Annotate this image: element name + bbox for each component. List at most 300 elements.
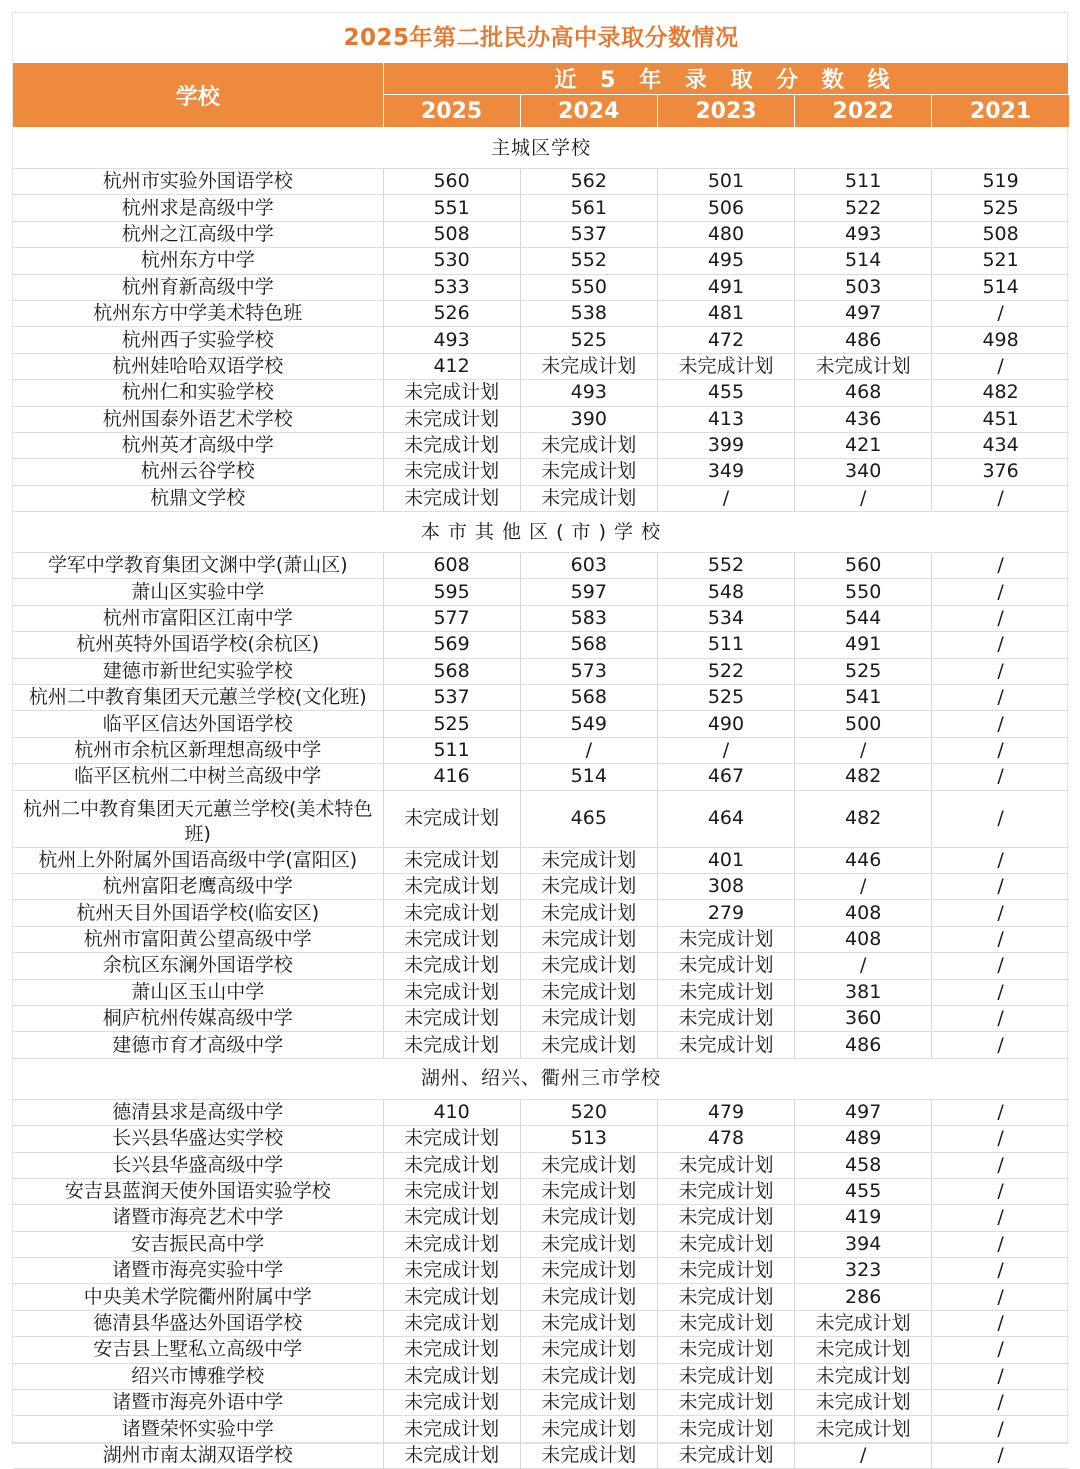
score-cell: 519 (932, 169, 1069, 195)
score-cell: 410 (383, 1099, 520, 1125)
table-row (13, 790, 1069, 847)
score-cell: 434 (932, 432, 1069, 458)
score-cell: 未完成计划 (657, 1178, 794, 1204)
score-cell: 308 (657, 873, 794, 899)
score-cell: 491 (795, 632, 932, 658)
score-cell: 未完成计划 (657, 1152, 794, 1178)
score-cell: 478 (657, 1126, 794, 1152)
score-cell: 未完成计划 (657, 1284, 794, 1310)
score-cell: 560 (383, 169, 520, 195)
score-cell: 未完成计划 (657, 1005, 794, 1031)
table-row (13, 221, 1069, 247)
school-name: 杭州天目外国语学校(临安区) (13, 900, 383, 926)
school-name: 安吉县蓝润天使外国语实验学校 (13, 1178, 383, 1204)
table-row (13, 605, 1069, 631)
score-cell: 538 (520, 300, 657, 326)
score-cell: 未完成计划 (520, 1178, 657, 1204)
score-cell: / (932, 553, 1069, 579)
score-cell: / (932, 1416, 1069, 1442)
school-name: 杭州之江高级中学 (13, 221, 383, 247)
score-cell: 479 (657, 1099, 794, 1125)
score-cell: / (932, 300, 1069, 326)
score-cell: 465 (520, 790, 657, 847)
table-row (13, 979, 1069, 1005)
score-cell: 522 (795, 195, 932, 221)
school-name: 余杭区东澜外国语学校 (13, 953, 383, 979)
score-cell: 未完成计划 (657, 353, 794, 379)
school-name: 杭州市富阳区江南中学 (13, 605, 383, 631)
score-cell: / (795, 873, 932, 899)
table-row (13, 327, 1069, 353)
table-row (13, 1442, 1069, 1468)
table-row (13, 658, 1069, 684)
table-row (13, 459, 1069, 485)
table-row (13, 1178, 1069, 1204)
score-cell: 458 (795, 1152, 932, 1178)
score-cell: 514 (932, 274, 1069, 300)
score-cell: 520 (520, 1099, 657, 1125)
score-cell: 未完成计划 (520, 1032, 657, 1058)
score-cell: 552 (657, 553, 794, 579)
table-row (13, 169, 1069, 195)
score-cell: 未完成计划 (383, 1258, 520, 1284)
table-row (13, 406, 1069, 432)
page-title: 2025年第二批民办高中录取分数情况 (343, 25, 739, 51)
score-cell: / (932, 605, 1069, 631)
score-cell: 513 (520, 1126, 657, 1152)
score-cell: 未完成计划 (383, 1126, 520, 1152)
table-row (13, 873, 1069, 899)
score-cell: 未完成计划 (383, 1032, 520, 1058)
table-row (13, 900, 1069, 926)
score-cell: / (932, 1099, 1069, 1125)
score-cell: / (932, 790, 1069, 847)
school-name: 杭州国泰外语艺术学校 (13, 406, 383, 432)
school-name: 杭州市富阳黄公望高级中学 (13, 926, 383, 952)
school-name: 安吉振民高中学 (13, 1231, 383, 1257)
table-row (13, 300, 1069, 326)
score-cell: 未完成计划 (657, 1032, 794, 1058)
score-cell: 495 (657, 248, 794, 274)
score-cell: / (932, 711, 1069, 737)
score-cell: 未完成计划 (383, 1416, 520, 1442)
score-cell: 未完成计划 (795, 1416, 932, 1442)
header-year: 2022 (795, 95, 932, 128)
score-cell: 568 (383, 658, 520, 684)
table-row (13, 432, 1069, 458)
school-name: 临平区杭州二中树兰高级中学 (13, 764, 383, 790)
score-cell: 583 (520, 605, 657, 631)
score-cell: 500 (795, 711, 932, 737)
table-row (13, 1310, 1069, 1336)
school-name: 诸暨市海亮艺术中学 (13, 1205, 383, 1231)
score-cell: 340 (795, 459, 932, 485)
score-cell: 467 (657, 764, 794, 790)
score-cell: 534 (657, 605, 794, 631)
school-name: 杭州富阳老鹰高级中学 (13, 873, 383, 899)
score-cell: 506 (657, 195, 794, 221)
table-row (13, 847, 1069, 873)
score-cell: 未完成计划 (520, 1005, 657, 1031)
score-cell: 408 (795, 926, 932, 952)
score-cell: / (932, 1231, 1069, 1257)
score-cell: 455 (657, 380, 794, 406)
score-cell: 530 (383, 248, 520, 274)
school-name: 杭州云谷学校 (13, 459, 383, 485)
score-cell: 497 (795, 300, 932, 326)
score-cell: 525 (520, 327, 657, 353)
score-cell: 376 (932, 459, 1069, 485)
score-cell: / (932, 979, 1069, 1005)
table-row (13, 1416, 1069, 1442)
score-cell: / (932, 1032, 1069, 1058)
score-cell: 503 (795, 274, 932, 300)
score-cell: 未完成计划 (383, 790, 520, 847)
table-row (13, 632, 1069, 658)
score-cell: 493 (383, 327, 520, 353)
school-name: 安吉县上墅私立高级中学 (13, 1337, 383, 1363)
table-row (13, 1284, 1069, 1310)
score-cell: / (932, 632, 1069, 658)
score-cell: 399 (657, 432, 794, 458)
school-name: 杭州上外附属外国语高级中学(富阳区) (13, 847, 383, 873)
school-name: 杭州娃哈哈双语学校 (13, 353, 383, 379)
score-cell: 未完成计划 (520, 1284, 657, 1310)
school-name: 桐庐杭州传媒高级中学 (13, 1005, 383, 1031)
score-cell: 未完成计划 (520, 459, 657, 485)
table-row (13, 1258, 1069, 1284)
score-cell: 未完成计划 (657, 979, 794, 1005)
score-cell: 未完成计划 (383, 432, 520, 458)
score-cell: 未完成计划 (520, 926, 657, 952)
score-cell: 451 (932, 406, 1069, 432)
score-cell: 550 (795, 579, 932, 605)
score-cell: 526 (383, 300, 520, 326)
school-name: 诸暨市海亮实验中学 (13, 1258, 383, 1284)
score-cell: 未完成计划 (520, 1416, 657, 1442)
score-cell: 521 (932, 248, 1069, 274)
section-title: 本 市 其 他 区 ( 市 ) 学 校 (13, 512, 1069, 553)
score-cell: / (657, 737, 794, 763)
table-row (13, 764, 1069, 790)
school-name: 建德市育才高级中学 (13, 1032, 383, 1058)
score-cell: / (795, 1442, 932, 1468)
section-row (13, 1058, 1069, 1099)
score-cell: 561 (520, 195, 657, 221)
score-cell: 未完成计划 (657, 1258, 794, 1284)
school-name: 杭州求是高级中学 (13, 195, 383, 221)
score-cell: 未完成计划 (383, 380, 520, 406)
score-cell: 550 (520, 274, 657, 300)
score-cell: 未完成计划 (520, 432, 657, 458)
score-cell: 498 (932, 327, 1069, 353)
school-name: 杭州二中教育集团天元蕙兰学校(美术特色班) (13, 790, 383, 847)
table-header (13, 63, 1069, 128)
score-cell: 560 (795, 553, 932, 579)
score-cell: 未完成计划 (520, 900, 657, 926)
score-cell: 未完成计划 (383, 1231, 520, 1257)
score-cell: 未完成计划 (383, 1284, 520, 1310)
score-cell: / (932, 685, 1069, 711)
school-name: 杭州东方中学美术特色班 (13, 300, 383, 326)
school-name: 长兴县华盛高级中学 (13, 1152, 383, 1178)
score-cell: 未完成计划 (657, 1416, 794, 1442)
header-five-year-span: 近 5 年 录 取 分 数 线 (383, 63, 1069, 95)
score-cell: 501 (657, 169, 794, 195)
score-cell: 508 (932, 221, 1069, 247)
score-cell: 468 (795, 380, 932, 406)
score-cell: 279 (657, 900, 794, 926)
score-cell: 491 (657, 274, 794, 300)
school-name: 萧山区实验中学 (13, 579, 383, 605)
score-cell: 未完成计划 (383, 485, 520, 511)
score-cell: 486 (795, 327, 932, 353)
score-cell: 未完成计划 (657, 953, 794, 979)
score-cell: / (932, 1284, 1069, 1310)
score-cell: 489 (795, 1126, 932, 1152)
school-name: 诸暨荣怀实验中学 (13, 1416, 383, 1442)
header-year: 2024 (520, 95, 657, 128)
score-cell: 551 (383, 195, 520, 221)
school-name: 杭州市实验外国语学校 (13, 169, 383, 195)
score-cell: 未完成计划 (657, 1390, 794, 1416)
score-cell: 482 (795, 764, 932, 790)
score-cell: / (932, 953, 1069, 979)
score-cell: / (932, 1442, 1069, 1468)
score-cell: / (932, 926, 1069, 952)
score-cell: 541 (795, 685, 932, 711)
score-cell: / (932, 1178, 1069, 1204)
table-row (13, 1005, 1069, 1031)
score-cell: 533 (383, 274, 520, 300)
score-cell: 未完成计划 (383, 1205, 520, 1231)
admission-score-table (13, 63, 1069, 1469)
score-cell: 401 (657, 847, 794, 873)
header-school: 学校 (13, 63, 383, 128)
score-cell: 549 (520, 711, 657, 737)
table-row (13, 1363, 1069, 1389)
score-cell: 未完成计划 (520, 1231, 657, 1257)
score-cell: 508 (383, 221, 520, 247)
table-row (13, 195, 1069, 221)
section-row (13, 512, 1069, 553)
score-cell: 未完成计划 (383, 953, 520, 979)
score-cell: 未完成计划 (383, 1390, 520, 1416)
score-cell: 未完成计划 (795, 1363, 932, 1389)
school-name: 建德市新世纪实验学校 (13, 658, 383, 684)
score-cell: 未完成计划 (795, 353, 932, 379)
score-cell: 482 (932, 380, 1069, 406)
score-cell: 394 (795, 1231, 932, 1257)
school-name: 德清县求是高级中学 (13, 1099, 383, 1125)
score-cell: 455 (795, 1178, 932, 1204)
score-cell: 408 (795, 900, 932, 926)
score-cell: 511 (795, 169, 932, 195)
score-cell: 525 (383, 711, 520, 737)
school-name: 临平区信达外国语学校 (13, 711, 383, 737)
score-cell: 未完成计划 (383, 847, 520, 873)
score-cell: 497 (795, 1099, 932, 1125)
score-cell: 未完成计划 (383, 406, 520, 432)
score-cell: 未完成计划 (795, 1310, 932, 1336)
school-name: 杭鼎文学校 (13, 485, 383, 511)
school-name: 萧山区玉山中学 (13, 979, 383, 1005)
score-cell: 514 (520, 764, 657, 790)
score-cell: 未完成计划 (520, 353, 657, 379)
score-cell: / (932, 1152, 1069, 1178)
score-cell: / (932, 353, 1069, 379)
score-cell: 未完成计划 (657, 1231, 794, 1257)
score-cell: 522 (657, 658, 794, 684)
score-cell: / (932, 1390, 1069, 1416)
score-cell: 未完成计划 (520, 979, 657, 1005)
score-cell: 未完成计划 (520, 873, 657, 899)
score-cell: / (932, 658, 1069, 684)
school-name: 杭州市余杭区新理想高级中学 (13, 737, 383, 763)
table-row (13, 1152, 1069, 1178)
score-cell: 未完成计划 (383, 1005, 520, 1031)
school-name: 杭州仁和实验学校 (13, 380, 383, 406)
score-cell: / (932, 900, 1069, 926)
score-cell: 603 (520, 553, 657, 579)
score-cell: / (657, 485, 794, 511)
score-cell: 568 (520, 632, 657, 658)
score-cell: 未完成计划 (795, 1337, 932, 1363)
score-cell: 未完成计划 (520, 1363, 657, 1389)
score-cell: / (520, 737, 657, 763)
table-row (13, 248, 1069, 274)
header-year: 2021 (932, 95, 1069, 128)
table-row (13, 1231, 1069, 1257)
score-cell: 349 (657, 459, 794, 485)
score-cell: 未完成计划 (383, 459, 520, 485)
school-name: 德清县华盛达外国语学校 (13, 1310, 383, 1336)
score-cell: 490 (657, 711, 794, 737)
score-cell: 未完成计划 (383, 900, 520, 926)
score-cell: 360 (795, 1005, 932, 1031)
score-cell: 未完成计划 (657, 1337, 794, 1363)
score-cell: 未完成计划 (520, 1390, 657, 1416)
score-cell: 未完成计划 (657, 1310, 794, 1336)
document-frame (12, 12, 1068, 1466)
score-cell: / (932, 1126, 1069, 1152)
score-cell: 未完成计划 (520, 1152, 657, 1178)
school-name: 长兴县华盛达实学校 (13, 1126, 383, 1152)
table-row (13, 1205, 1069, 1231)
score-cell: 286 (795, 1284, 932, 1310)
table-row (13, 926, 1069, 952)
score-cell: 412 (383, 353, 520, 379)
score-cell: / (932, 737, 1069, 763)
school-name: 中央美术学院衢州附属中学 (13, 1284, 383, 1310)
table-row (13, 737, 1069, 763)
score-cell: 未完成计划 (795, 1390, 932, 1416)
table-row (13, 353, 1069, 379)
score-cell: / (795, 737, 932, 763)
score-cell: / (932, 1258, 1069, 1284)
score-cell: 未完成计划 (657, 926, 794, 952)
score-cell: / (932, 1337, 1069, 1363)
score-cell: 未完成计划 (383, 1178, 520, 1204)
score-cell: 413 (657, 406, 794, 432)
score-cell: 552 (520, 248, 657, 274)
score-cell: 421 (795, 432, 932, 458)
score-cell: 323 (795, 1258, 932, 1284)
header-year: 2025 (383, 95, 520, 128)
score-cell: 544 (795, 605, 932, 631)
score-cell: 577 (383, 605, 520, 631)
score-cell: 未完成计划 (520, 1205, 657, 1231)
score-cell: 548 (657, 579, 794, 605)
score-cell: 未完成计划 (520, 1442, 657, 1468)
score-cell: 525 (795, 658, 932, 684)
table-row (13, 1390, 1069, 1416)
school-name: 诸暨市海亮外语中学 (13, 1390, 383, 1416)
score-cell: 未完成计划 (383, 1310, 520, 1336)
score-cell: 390 (520, 406, 657, 432)
score-cell: 未完成计划 (383, 979, 520, 1005)
score-cell: / (932, 1205, 1069, 1231)
score-cell: / (932, 764, 1069, 790)
score-cell: 419 (795, 1205, 932, 1231)
score-cell: 568 (520, 685, 657, 711)
header-year: 2023 (657, 95, 794, 128)
school-name: 学军中学教育集团文渊中学(萧山区) (13, 553, 383, 579)
table-row (13, 579, 1069, 605)
score-cell: 608 (383, 553, 520, 579)
score-cell: 482 (795, 790, 932, 847)
school-name: 杭州东方中学 (13, 248, 383, 274)
score-cell: 511 (383, 737, 520, 763)
score-cell: 511 (657, 632, 794, 658)
score-cell: 未完成计划 (383, 1363, 520, 1389)
score-cell: / (932, 485, 1069, 511)
score-cell: 597 (520, 579, 657, 605)
score-cell: 未完成计划 (383, 1152, 520, 1178)
score-cell: 未完成计划 (520, 1258, 657, 1284)
score-cell: / (932, 847, 1069, 873)
score-cell: 493 (795, 221, 932, 247)
table-row (13, 953, 1069, 979)
score-cell: 595 (383, 579, 520, 605)
school-name: 绍兴市博雅学校 (13, 1363, 383, 1389)
table-row (13, 553, 1069, 579)
score-cell: 未完成计划 (520, 1337, 657, 1363)
score-cell: 381 (795, 979, 932, 1005)
section-title: 湖州、绍兴、衢州三市学校 (13, 1058, 1069, 1099)
score-cell: 446 (795, 847, 932, 873)
score-cell: 486 (795, 1032, 932, 1058)
section-row (13, 128, 1069, 169)
score-cell: / (932, 1005, 1069, 1031)
score-cell: 未完成计划 (520, 485, 657, 511)
table-row (13, 1337, 1069, 1363)
score-cell: 未完成计划 (520, 953, 657, 979)
table-row (13, 711, 1069, 737)
score-cell: / (932, 1310, 1069, 1336)
table-row (13, 1126, 1069, 1152)
score-cell: 未完成计划 (657, 1205, 794, 1231)
score-cell: 569 (383, 632, 520, 658)
score-cell: 436 (795, 406, 932, 432)
school-name: 杭州育新高级中学 (13, 274, 383, 300)
table-body (13, 128, 1069, 1469)
school-name: 杭州西子实验学校 (13, 327, 383, 353)
score-cell: 562 (520, 169, 657, 195)
score-cell: 未完成计划 (383, 873, 520, 899)
score-cell: / (932, 873, 1069, 899)
score-cell: 525 (657, 685, 794, 711)
